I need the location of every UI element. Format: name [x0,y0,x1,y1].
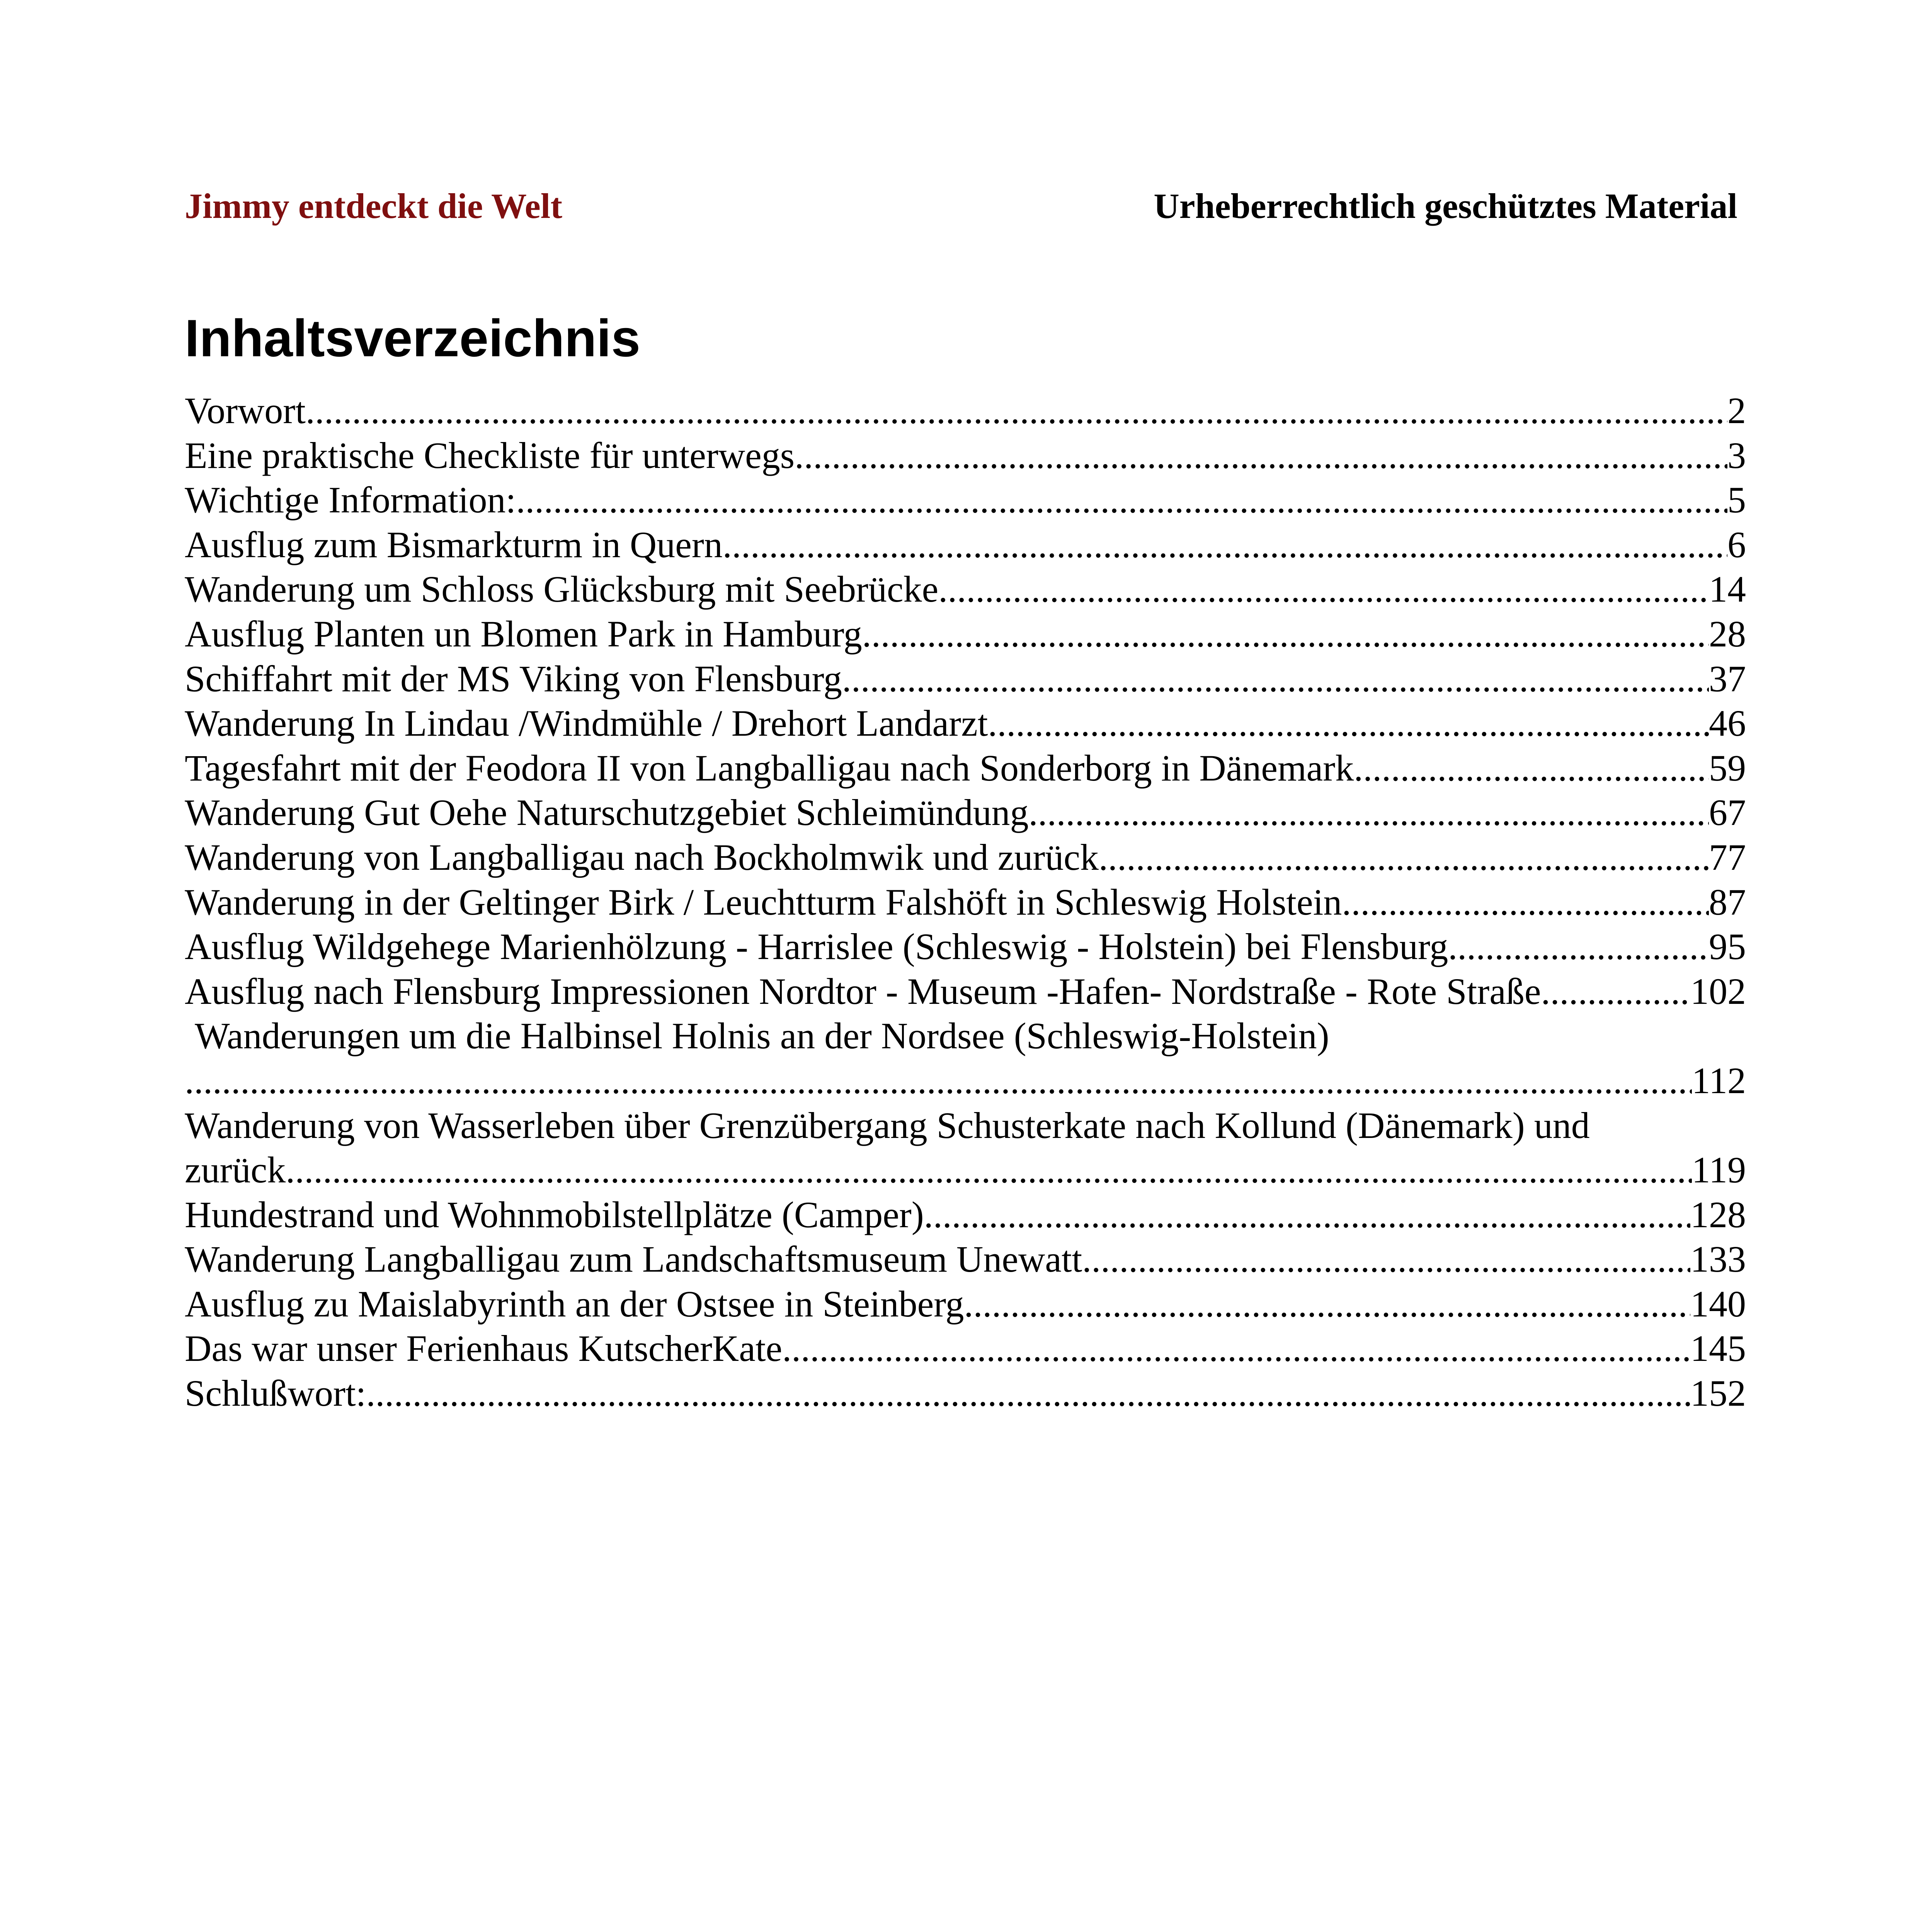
toc-entry-page-number: 37 [1709,658,1746,699]
toc-entry[interactable] [185,1192,1746,1237]
toc-entry-page-number: 95 [1709,926,1746,968]
toc-entry-title: Schlußwort: [185,1372,366,1414]
toc-entry[interactable] [185,969,1746,1014]
toc-entry-row [185,746,1746,791]
toc-entry-title: Schiffahrt mit der MS Viking von Flensburg [185,658,842,699]
toc-entry[interactable] [185,567,1746,612]
toc-entry-row [185,790,1746,835]
toc-dot-leader [1354,746,1709,791]
toc-entry[interactable] [185,478,1746,522]
toc-entry[interactable] [185,1371,1746,1416]
toc-entry[interactable] [185,1326,1746,1371]
toc-entry[interactable] [185,880,1746,925]
toc-entry-page-number: 14 [1709,568,1746,610]
toc-dot-leader [862,612,1709,656]
toc-dot-leader [1029,790,1709,835]
toc-entry-page-number: 2 [1727,390,1746,431]
toc-entry-page-number: 112 [1691,1060,1746,1101]
toc-dot-leader [1448,924,1709,969]
toc-dot-leader [1082,1237,1690,1282]
toc-entry-title: Wanderung von Langballigau nach Bockholmwik und zurück [185,836,1099,878]
toc-entry-row [185,1192,1746,1237]
toc-entry-row [185,388,1746,433]
toc-entry-row [185,433,1746,478]
toc-dot-leader [842,656,1709,701]
toc-entry-row [185,835,1746,880]
toc-entry[interactable] [185,388,1746,433]
toc-entry-title: Wanderung Gut Oehe Naturschutzgebiet Schleimündung [185,792,1029,833]
toc-entry[interactable] [185,656,1746,701]
toc-entry-row [185,656,1746,701]
toc-heading: Inhaltsverzeichnis [185,309,641,367]
toc-entry-page-number: 6 [1727,524,1746,565]
toc-entry[interactable] [185,790,1746,835]
toc-dot-leader [782,1326,1690,1371]
toc-entry[interactable] [185,1237,1746,1282]
toc-entry-row [185,1237,1746,1282]
toc-entry-page-number: 3 [1727,434,1746,476]
toc-dot-leader [185,1058,1692,1103]
page-header [185,181,1737,231]
toc-dot-leader [516,478,1727,522]
toc-entry-page-number: 5 [1727,479,1746,521]
toc-entry-row [185,1148,1746,1192]
toc-entry-page-number: 119 [1691,1149,1746,1191]
toc-entry-row [185,1371,1746,1416]
toc-entry[interactable] [185,835,1746,880]
toc-dot-leader [366,1371,1690,1416]
toc-dot-leader [306,388,1727,433]
toc-dot-leader [964,1282,1690,1327]
toc-dot-leader [1342,880,1709,925]
table-of-contents [185,388,1746,1416]
toc-entry-row [185,522,1746,567]
toc-entry-page-number: 46 [1709,702,1746,744]
toc-entry-title: Wanderung Langballigau zum Landschaftsmuseum Unewatt [185,1238,1082,1280]
header-book-title: Jimmy entdeckt die Welt [185,186,562,226]
toc-entry-row [185,1282,1746,1327]
toc-entry[interactable] [185,1282,1746,1327]
toc-dot-leader [924,1192,1690,1237]
toc-dot-leader [1541,969,1690,1014]
toc-entry-page-number: 152 [1690,1372,1746,1414]
toc-entry-row [185,701,1746,746]
toc-entry-title: Wanderung In Lindau /Windmühle / Drehort Landarzt [185,702,988,744]
toc-entry-page-number: 87 [1709,881,1746,923]
toc-entry-page-number: 67 [1709,792,1746,833]
toc-entry-row [185,612,1746,656]
toc-entry[interactable] [185,701,1746,746]
toc-entry-row [185,969,1746,1014]
toc-entry-title: Ausflug zum Bismarkturm in Quern [185,524,723,565]
toc-entry-page-number: 77 [1709,836,1746,878]
toc-entry-title-line: Wanderungen um die Halbinsel Holnis an der Nordsee (Schleswig-Holstein) [195,1015,1329,1057]
toc-dot-leader [988,701,1709,746]
toc-entry-title: Wichtige Information: [185,479,516,521]
toc-entry-row [185,880,1746,925]
toc-entry-page-number: 59 [1709,747,1746,789]
toc-entry[interactable] [185,1103,1746,1192]
toc-entry-row [185,1058,1746,1103]
toc-entry-title: Hundestrand und Wohnmobilstellplätze (Camper) [185,1194,924,1235]
toc-entry-title: Ausflug Planten un Blomen Park in Hamburg [185,613,862,655]
toc-dot-leader [723,522,1727,567]
toc-entry-page-number: 145 [1690,1328,1746,1369]
header-copyright-notice: Urheberrechtlich geschütztes Material [1154,186,1737,226]
toc-entry[interactable] [185,433,1746,478]
toc-entry-title: Ausflug zu Maislabyrinth an der Ostsee in Steinberg [185,1283,964,1325]
toc-entry-row [185,924,1746,969]
toc-entry-title: Ausflug Wildgehege Marienhölzung - Harrislee (Schleswig - Holstein) bei Flensburg [185,926,1448,968]
toc-entry-title: Das war unser Ferienhaus KutscherKate [185,1328,783,1369]
toc-dot-leader [295,1148,1691,1192]
toc-entry-row [185,567,1746,612]
toc-entry[interactable] [185,1014,1746,1103]
toc-entry[interactable] [185,522,1746,567]
toc-entry[interactable] [185,746,1746,791]
toc-entry-page-number: 28 [1709,613,1746,655]
toc-entry-title: zurück. [185,1149,295,1191]
toc-entry-page-number: 102 [1690,970,1746,1012]
toc-entry-title-line: Wanderung von Wasserleben über Grenzübergang Schusterkate nach Kollund (Dänemark) und [185,1104,1590,1146]
toc-entry-title: Vorwort [185,390,306,431]
toc-entry-title: Wanderung um Schloss Glücksburg mit Seebrücke [185,568,939,610]
toc-entry-title: Wanderung in der Geltinger Birk / Leuchtturm Falshöft in Schleswig Holstein [185,881,1342,923]
toc-entry-title: Ausflug nach Flensburg Impressionen Nordtor - Museum -Hafen- Nordstraße - Rote Straße [185,970,1541,1012]
toc-entry-row [185,478,1746,522]
toc-entry-row [185,1326,1746,1371]
toc-dot-leader [1099,835,1709,880]
toc-entry-page-number: 133 [1690,1238,1746,1280]
toc-entry-title: Tagesfahrt mit der Feodora II von Langballigau nach Sonderborg in Dänemark [185,747,1354,789]
toc-dot-leader [795,433,1727,478]
toc-entry-page-number: 128 [1690,1194,1746,1235]
toc-entry[interactable] [185,612,1746,656]
toc-entry-page-number: 140 [1690,1283,1746,1325]
toc-dot-leader [938,567,1709,612]
toc-entry[interactable] [185,924,1746,969]
toc-entry-title: Eine praktische Checkliste für unterwegs [185,434,795,476]
